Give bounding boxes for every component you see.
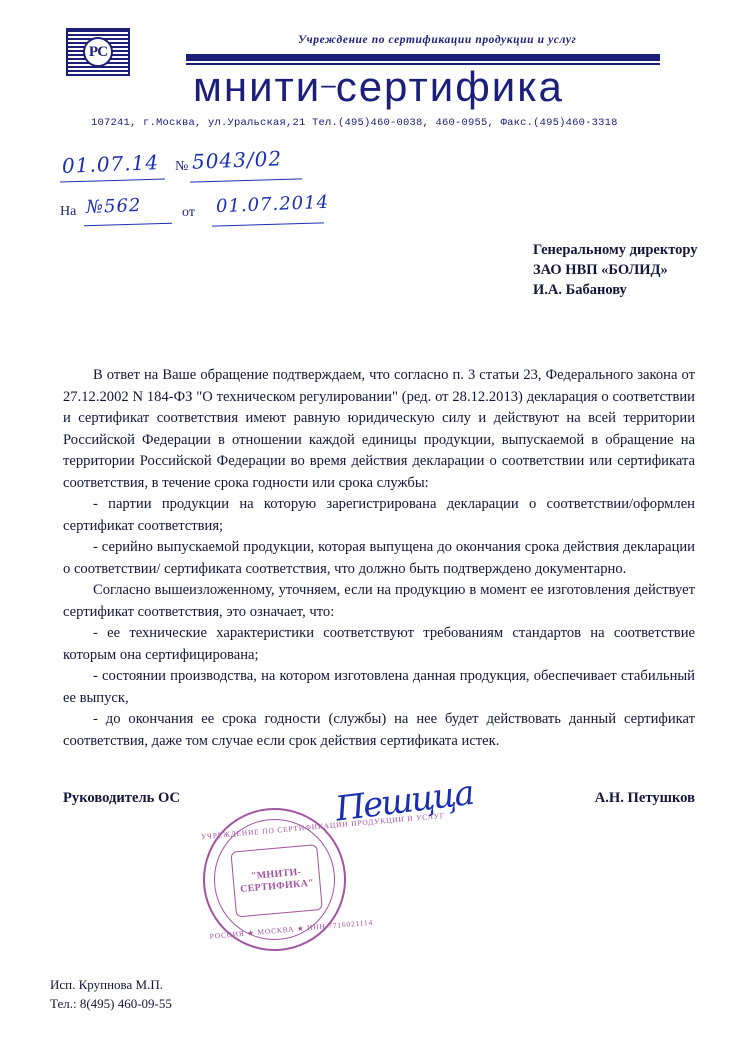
reply-prefix-label: На <box>60 204 77 219</box>
body-paragraph-3: - серийно выпускаемой продукции, которая выпущена до окончания срока действия декларации о соответствии/ сертификата соответствия, что должно быть подтверждено документарно. <box>63 539 695 577</box>
addressee-line-3: И.А. Бабанову <box>533 282 627 298</box>
brand-title-dash: – <box>321 69 336 99</box>
footer-executor: Исп. Крупнова М.П. <box>50 977 163 992</box>
addressee-line-2: ЗАО НВП «БОЛИД» <box>533 262 668 278</box>
signatory-role: Руководитель ОС <box>63 790 181 806</box>
handwritten-signature: Пешцца <box>333 773 475 830</box>
letterhead <box>0 0 755 140</box>
addressee-line-1: Генеральному директору <box>533 242 698 258</box>
brand-title-part1: мнити <box>193 63 322 110</box>
addressee-block <box>533 240 743 300</box>
body-paragraph-5: - ее технические характеристики соответствуют требованиям стандартов на соответствие которым она сертифицирована; <box>63 625 695 663</box>
registration-number-underline <box>190 178 302 182</box>
body-paragraph-2: - партии продукции на которую зарегистрирована декларации о соответствии/оформлен сертификат соответствия; <box>63 496 695 534</box>
body-paragraph-7: - до окончания ее срока годности (службы) на нее будет действовать данный сертификат соответствия, даже том случае если срок действия сертификата истек. <box>63 711 695 749</box>
body-paragraph-6: - состоянии производства, на котором изготовлена данная продукция, обеспечивает стабильный ее выпуск, <box>63 668 695 706</box>
rs-logo <box>66 28 130 76</box>
reply-date-handwritten: 01.07.2014 <box>215 191 330 218</box>
reply-from-label: от <box>182 205 195 220</box>
stamp-arc-bottom-text: РОССИЯ ★ МОСКВА ★ ИНН 7716021114 <box>209 917 374 941</box>
stamp-arc-top-text: УЧРЕЖДЕНИЕ ПО СЕРТИФИКАЦИИ ПРОДУКЦИИ И УСЛУГ <box>200 810 446 842</box>
contact-details: 107241, г.Москва, ул.Уральская,21 Тел.(495)460-0038, 460-0955, Факс.(495)460-3318 <box>91 117 618 129</box>
stamp-center-box <box>230 844 322 917</box>
reply-date-underline <box>212 222 324 226</box>
document-footer <box>50 975 172 1013</box>
brand-title-part2: сертифика <box>335 63 564 110</box>
organization-subtitle: Учреждение по сертификации продукции и услуг <box>298 34 577 46</box>
registration-number-handwritten: 5043/02 <box>191 146 283 174</box>
registration-number-label: № <box>175 159 189 174</box>
logo-label: РС <box>83 37 113 67</box>
letter-body <box>63 365 695 752</box>
body-paragraph-1: В ответ на Ваше обращение подтверждаем, что согласно п. 3 статьи 23, Федерального закона от 27.12.2002 N 184-ФЗ "О техническом регулировании" (ред. от 28.12.2013) декларация о соответствии и сертификат соответствия имеют равную юридическую силу и действуют на всей территории Российской Федерации в отношении каждой единицы продукции, выпускаемой в обращение на территории Российской Федерации во время действия декларации о соответствии или сертификата соответствия, в течение срока годности или срока службы: <box>63 367 695 491</box>
reply-number-underline <box>84 223 172 226</box>
body-paragraph-4: Согласно вышеизложенному, уточняем, если на продукцию в момент ее изготовления действует сертификат соответствия, это означает, что: <box>63 582 695 620</box>
stamp-center-text: "МНИТИ-СЕРТИФИКА" <box>239 866 315 896</box>
signatory-name: А.Н. Петушков <box>594 790 695 806</box>
reply-number-handwritten: №562 <box>85 194 142 219</box>
footer-phone: Тел.: 8(495) 460-09-55 <box>50 996 172 1011</box>
registration-date-underline <box>60 179 165 183</box>
brand-title <box>193 63 564 111</box>
header-rule-thick <box>186 54 660 61</box>
registration-date-handwritten: 01.07.14 <box>61 150 160 178</box>
official-round-stamp <box>197 802 446 957</box>
